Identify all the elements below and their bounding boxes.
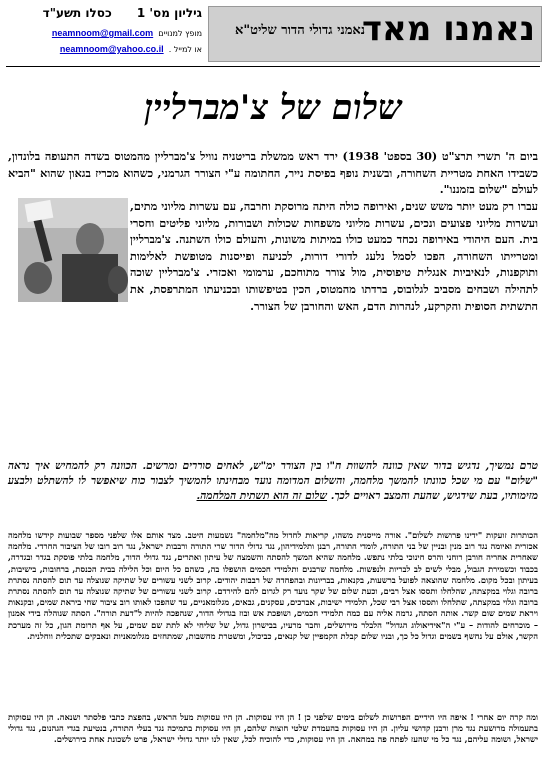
newsletter-subtitle: נאמני גדולי הדור שליט"א	[235, 23, 365, 38]
article-small-text	[8, 530, 538, 642]
disclaimer-emphasis: שלום זה הוא תשתית המלחמה.	[196, 490, 328, 503]
email-row-2	[60, 44, 202, 54]
article-intro: ביום ה' תשרי תרצ"ט (30 בספט' 1938) ירד ראש ממשלת בריטניה נוויל צ'מברליין מהמטוס בשדה התעופה בלונדון, כשבידו האחת מטריית השחורה, ובשנית נופף בפיסת נייר, החתומה ע"י הצורר הגרמני, כשהוא מכריז בגאון שהוא "הביא לעולם "שלום בזמננו".	[8, 149, 538, 197]
article-disclaimer	[8, 459, 538, 505]
article-closing: ומה קרה יום אחרי ! איפה היו הידיים הפרושות לשלום בימים שלפני כן ! הן היו עסוקות. הן היו עסוקות מעל הראש, בהפצת כתבי פלסתר ושנאה. הן היו עסוקות בתעמולה מרושעת נגד מרן ורבנן קדושי עליון. הן היו עסוקות בהעמדת שלטי חוצות שלהם, הן היו עסוקות בתמיכה נגד בעלי התורה, בנטיעת בגדי הגהנום, נגד גדולי ישראל, ושומה עליהם, נגד כל מי שהעז לפתח פה במחאה. הן היו עסוקות, כדי להוכיח לכל, שאין לנו יותר גדולי ישראל, פרט לשכונת אחת בירושלים.	[8, 712, 538, 745]
email-row-1	[52, 28, 202, 38]
masthead	[6, 6, 542, 64]
email-link-gmail[interactable]: neamnoom@gmail.com	[51, 28, 154, 38]
email2-note: או למייל .	[168, 45, 202, 54]
email1-note: מופץ למנויים	[158, 29, 202, 38]
small-paragraph-2: הסתה שנוהלה בידי אמנון – מוכרחים להודות – ע"י ה"אידיאולוג הגדול" הלבלר מירושלים, וחבר מרעיו, בבישרון גדול, של שליחי לא לתת שם שמים, על אף תרומת הגון, כל זה מערכת הקשר, אולם על נחשף בשמים וגדול כל כך, ובניו שלום קבלת הקמפיין של קנאים, כביכול, ומשטרת מחשבות, שמתחזים מגלומאניות ונאבקים שתכלית ווחלנית.	[8, 608, 538, 641]
masthead-info	[6, 6, 206, 64]
article-body-text: עברו רק מעט יותר משש שנים, ואירופה כולה היתה מרוסקת וחרבה, עם עשרות מליוני מתים, ועשרות מליוני פצועים ונכים, עשרות מליוני משפחות שכולות ושבורות, מליוני פליטים וחסרי בית. העם היהודי באירופה נכחד כמעט כולו במיתות משונות, והעולם כולו השתנה. צ'מברליין ומטרייתו השחורה, הפכו לסמל נלעג לדורי דורות, לכניעה ופייסנות מטופשת לאלימות ותוקפנות, לנאיביות אנגלית טיפוסית, מול צורר מתוחכם, ערמומי ואכזרי. צ'מברליין שוכה לתהילה ושבחים מסביב לגלובוס, ברדתו מהמטוס, הכין בטיפשותו ובכניעתו המתרפסת, את התשתית הסופית והקרקע, לנהרות הדם, האש והחורבן של הצורר.	[130, 199, 538, 313]
header-divider	[6, 66, 540, 67]
email-link-yahoo[interactable]: neamnoom@yahoo.co.il	[59, 44, 164, 54]
article-title: שלום של צ'מברליין	[144, 88, 402, 128]
issue-info	[43, 6, 202, 20]
newsletter-title: נאמנו מאד	[361, 9, 535, 49]
small-paragraph-1: הכותרות זועקות "ידינו פרושות לשלום". אורה מייסנית משהו, קריאות לחדול מה"מלחמה" נשמעות היטב. מצד אותם אלו שלפני מספר שבועות קידשו מלחמה אכזרית ואיומה נגד רוב מנין ובניין של בני התורה, לומדי התורה, רבנן ותלמידיהון, נגד גדולי הדור שרי התורה ורבבות ישראל, נגד רוב רובו של הציבור החרדי. מלחמה שאחרית אחריה חורבן רוחני והרס חינוכי בלתי נתפש. מלחמה שהיא המשך להסתה והשמצה של עיתון ואתרים, נגד גדולי הדור, מלחמה בלתי פוסקת בגדר ובגדרה, בכבוד וכשמירת הגבול, מבלי לשים לב לבריות ולנפשות. מלחמה שרבנים ותלמידי חכמים הושפלו בה, כשהם כל היום וכל הלילה בבית הכנסת, ברחובות, בישיבות, בעיתון ובכל מקום. מלחמה שהוצאה לפועל ברשעות, בקנאות, בבריונות ובהפחדה של רבבות יהודים. קרוב לשני עשורים של שתיקה שנוצלה עד תום להסתה נסתרת ברובה וגלוי במקצתה, שהלחלו ותססו אצל רבים, וכעת שלום של שקר נועד רק לגרום להם להירדם. קרוב לשני עשורים של שתיקה שנוצלה עד תום להסתה נסתרת ברובה וגלוי במקצתה, שתלחלו ותססו אצל רבי שכל, תלמידי ישיבות, אברכים, עסקנים, גבאים, מגלומאניים, עד שהפכו לאותו רוב ציבור שחי ביראת שמים, ובקנאות ויראת שמים שום קשר. אותה הסתה, גרמה אליה עם כמה תלמידי חכמים, ושופכת אש ובוז בגדולי הדור, שנהפכה להיות ל"דעת תורה".	[8, 530, 539, 619]
issue-number: גיליון מס' 1	[136, 6, 202, 20]
article-body	[8, 198, 538, 314]
issue-date: כסלו תשע"ד	[42, 6, 112, 20]
masthead-title-box	[208, 6, 542, 62]
photo-spacer	[8, 198, 130, 302]
disclaimer-text: טרם נמשיך, נדגיש בדור שאין כוונה להשוות ח"ו בין הצורר ימ"ש, לאחים סוררים ומרשים. הכוונה רק להמחיש איך נראה "שלום" עם מי שכל כוונתו להמשך מלחמה, והשלום המדומה נועד מבחינתו להמשיך לצבור כוח שיאפשר לו להשתלט ולבצע מזימותיו, בעת שידגיש, שהעת והמצב ראויים לכך.	[8, 460, 538, 503]
